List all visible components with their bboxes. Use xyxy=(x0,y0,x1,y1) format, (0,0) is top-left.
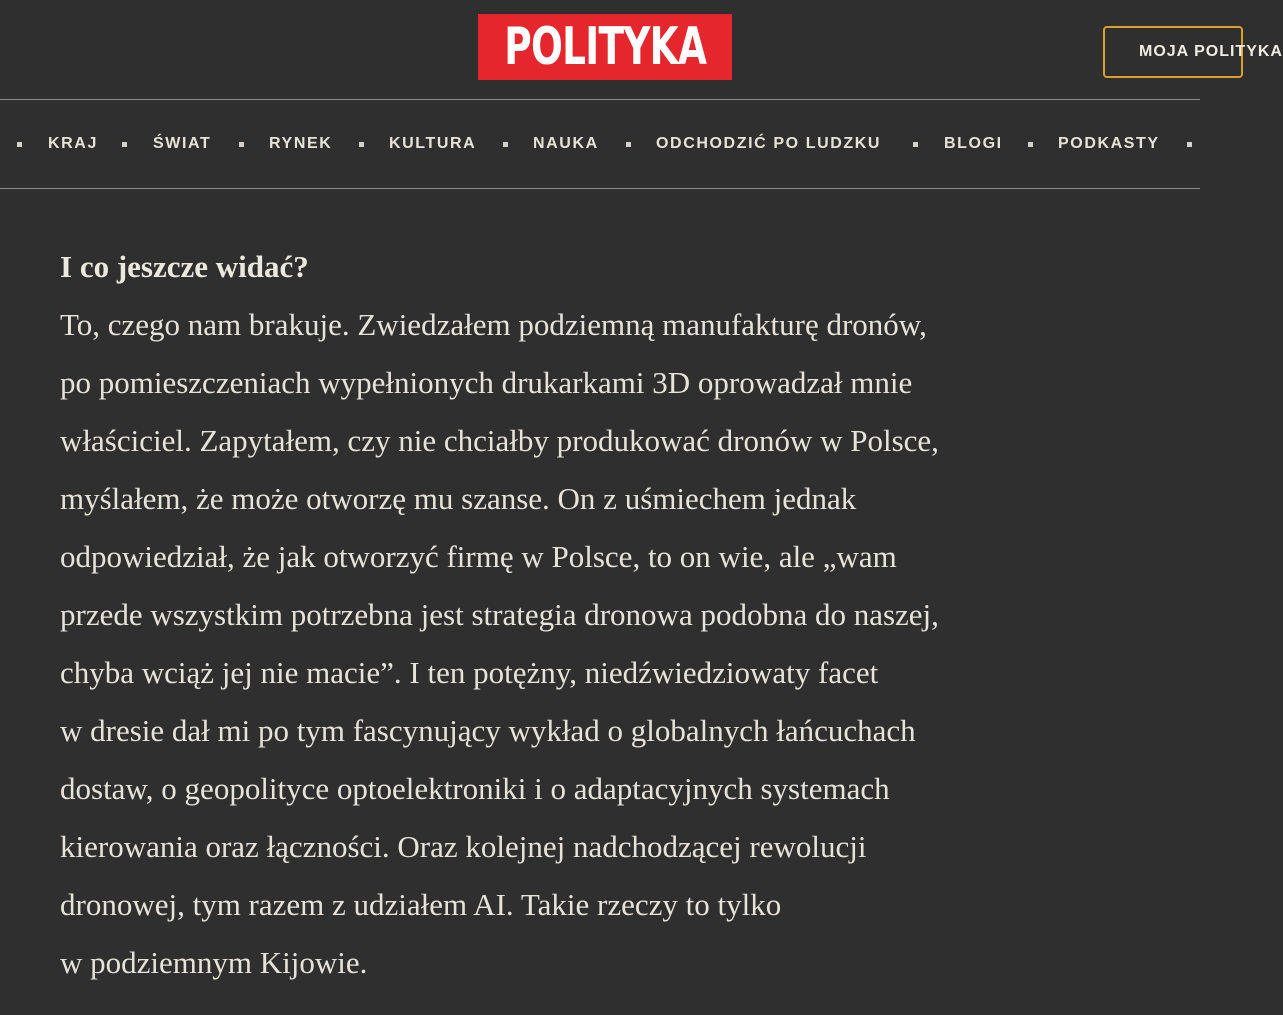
nav-item-kultura[interactable]: KULTURA xyxy=(389,135,477,152)
article-subheading: I co jeszcze widać? xyxy=(60,249,309,284)
nav-item-blogi[interactable]: BLOGI xyxy=(944,135,1003,152)
article-body xyxy=(60,238,1180,992)
nav-item-nauka[interactable]: NAUKA xyxy=(533,135,599,152)
nav-separator xyxy=(359,142,364,147)
logo-text: POLITYKA xyxy=(504,17,706,77)
site-header xyxy=(0,0,1283,100)
nav-separator xyxy=(913,142,918,147)
nav-item-odchodzic-po-ludzku[interactable]: ODCHODZIĆ PO LUDZKU xyxy=(656,135,882,152)
nav-separator xyxy=(239,142,244,147)
article-line: w dresie dał mi po tym fascynujący wykład o globalnych łańcuchach xyxy=(60,713,916,748)
article-line: dostaw, o geopolityce optoelektroniki i o adaptacyjnych systemach xyxy=(60,771,890,806)
nav-separator xyxy=(626,142,631,147)
nav-separator xyxy=(122,142,127,147)
nav-separator xyxy=(1028,142,1033,147)
article-line: odpowiedział, że jak otworzyć firmę w Polsce, to on wie, ale „wam xyxy=(60,539,897,574)
nav-item-kraj[interactable]: KRAJ xyxy=(48,135,98,152)
article-line: kierowania oraz łączności. Oraz kolejnej nadchodzącej rewolucji xyxy=(60,829,867,864)
article-line: myślałem, że może otworzę mu szanse. On z uśmiechem jednak xyxy=(60,481,857,516)
nav-separator xyxy=(17,142,22,147)
nav-item-podkasty[interactable]: PODKASTY xyxy=(1058,135,1160,152)
polityka-logo[interactable] xyxy=(478,14,732,80)
article-line: chyba wciąż jej nie macie”. I ten potężny, niedźwiedziowaty facet xyxy=(60,655,879,690)
article-line: w podziemnym Kijowie. xyxy=(60,945,368,980)
main-navigation xyxy=(0,101,1200,189)
article-line: dronowej, tym razem z udziałem AI. Takie rzeczy to tylko xyxy=(60,887,782,922)
article-line: właściciel. Zapytałem, czy nie chciałby produkować dronów w Polsce, xyxy=(60,423,939,458)
nav-separator xyxy=(1187,142,1192,147)
nav-item-rynek[interactable]: RYNEK xyxy=(269,135,333,152)
moja-polityka-button[interactable]: MOJA POLITYKA xyxy=(1103,26,1243,78)
nav-separator xyxy=(503,142,508,147)
article-line: po pomieszczeniach wypełnionych drukarkami 3D oprowadzał mnie xyxy=(60,365,913,400)
nav-item-swiat[interactable]: ŚWIAT xyxy=(153,135,212,152)
article-line: To, czego nam brakuje. Zwiedzałem podziemną manufakturę dronów, xyxy=(60,307,927,342)
article-line: przede wszystkim potrzebna jest strategia dronowa podobna do naszej, xyxy=(60,597,939,632)
